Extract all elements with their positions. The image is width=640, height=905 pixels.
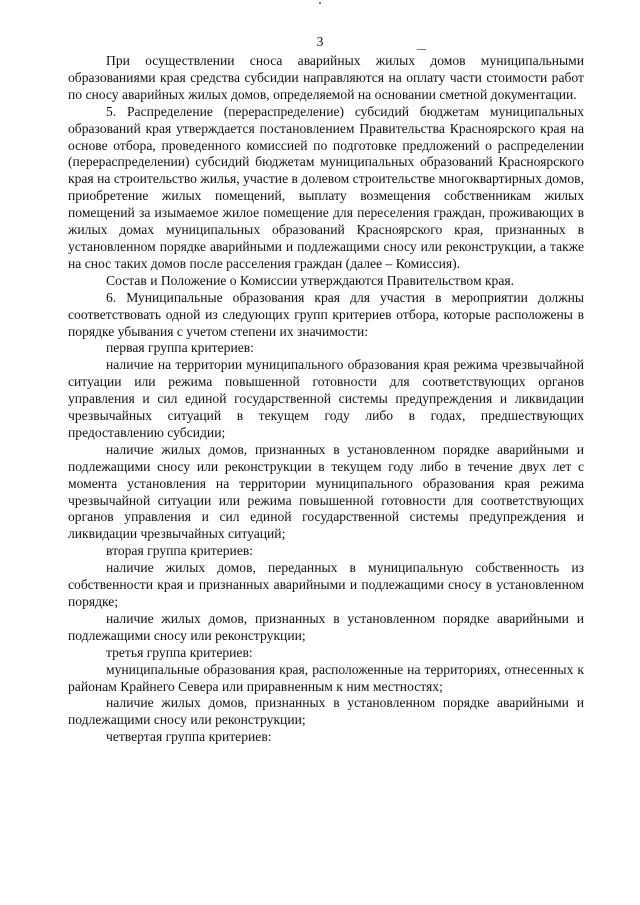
- document-body: [68, 53, 584, 746]
- paragraph-6-criteria: 6. Муниципальные образования края для участия в мероприятии должны соответствовать одной из следующих групп критериев отбора, которые расположены в порядке убывания с учетом степени их значимости:: [68, 289, 584, 339]
- scan-mark-top: [319, 2, 321, 4]
- criterion-3-far-north: муниципальные образования края, расположенные на территориях, отнесенных к районам Крайнего Севера или приравненным к ним местностях;: [68, 661, 584, 694]
- paragraph-demolition-funding: При осуществлении сноса аварийных жилых домов муниципальными образованиями края средства субсидии направляются на оплату части стоимости работ по сносу аварийных жилых домов, определяемой на основании сметной документации.: [68, 53, 584, 102]
- heading-group-4: четвертая группа критериев:: [106, 729, 272, 745]
- criterion-3-emergency-houses: наличие жилых домов, признанных в установленном порядке аварийными и подлежащими сносу или реконструкции;: [68, 695, 584, 728]
- paragraph-5-distribution: 5. Распределение (перераспределение) субсидий бюджетам муниципальных образований края утверждается постановлением Правительства Красноярского края на основе отбора, проведенного комиссией по подготовке предложений о распределении (перераспределении) субсидий бюджетам муниципальных образований Красноярского края на строительство жилья, участие в долевом строительстве многоквартирных домов, приобретение жилых помещений, выплату возмещения собственникам жилых помещений за изымаемое жилое помещение для переселения граждан, проживающих в жилых домах муниципальных образований Красноярского края, признанных в установленном порядке аварийными и подлежащими сносу или реконструкции, а также на снос таких домов после расселения граждан (далее – Комиссия).: [68, 103, 584, 271]
- paragraph-commission-composition: Состав и Положение о Комиссии утверждаются Правительством края.: [106, 272, 515, 288]
- criterion-2-transferred-houses: наличие жилых домов, переданных в муниципальную собственность из собственности края и признанных аварийными и подлежащими сносу в установленном порядке;: [68, 560, 584, 609]
- heading-group-1: первая группа критериев:: [106, 340, 254, 356]
- criterion-2-emergency-houses: наличие жилых домов, признанных в установленном порядке аварийными и подлежащими сносу или реконструкции;: [68, 610, 584, 643]
- page-number: 3: [316, 34, 324, 49]
- heading-group-3: третья группа критериев:: [106, 644, 253, 660]
- criterion-1-emergency-houses: наличие жилых домов, признанных в установленном порядке аварийными и подлежащими сносу или реконструкции в текущем году либо в течение двух лет с момента установления на территории муниципального образования края режима чрезвычайной ситуации или режима повышенной готовности для соответствующих органов управления и сил единой государственной системы предупреждения и ликвидации чрезвычайных ситуаций;: [68, 441, 584, 542]
- heading-group-2: вторая группа критериев:: [106, 543, 254, 559]
- criterion-1-emergency-regime: наличие на территории муниципального образования края режима чрезвычайной ситуации или режима повышенной готовности для соответствующих органов управления и сил единой государственной системы предупреждения и ликвидации чрезвычайных ситуаций в текущем году либо в годах, предшествующих предоставлению субсидии;: [68, 357, 584, 440]
